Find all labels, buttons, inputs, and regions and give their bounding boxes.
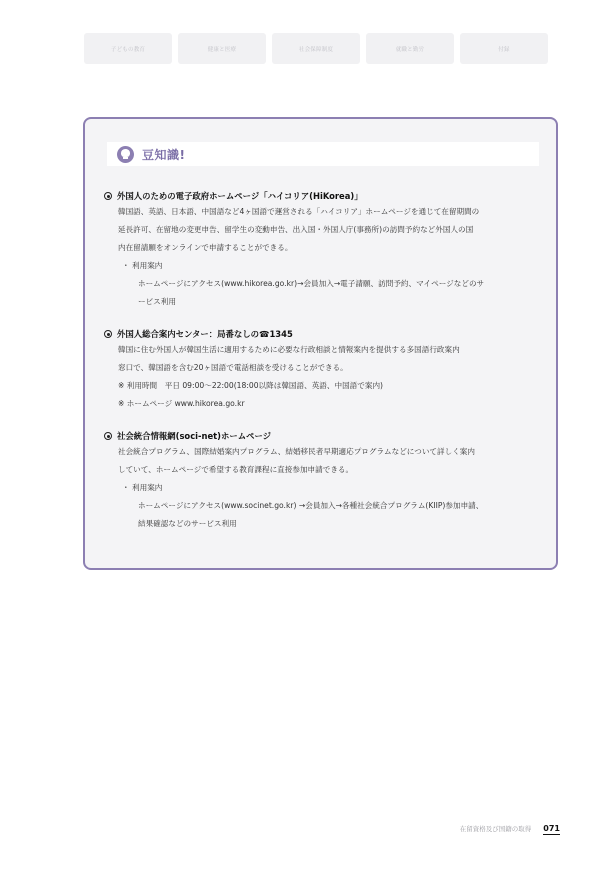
usage-guide-text: ホームページにアクセス(www.socinet.go.kr) →会員加入→各種社会統合プログラム(KIIP)参加申請、 結果確認などのサービス利用: [138, 501, 484, 528]
usage-guide-text: ホームページにアクセス(www.hikorea.go.kr)→会員加入→電子請願、訪問予約、マイページなどのサ ービス利用: [138, 279, 485, 306]
tab-education[interactable]: 子どもの教育: [84, 33, 172, 64]
section-heading: 外国人総合案内センター：局番なしの☎1345: [104, 327, 549, 341]
section-call-center: [104, 327, 549, 413]
note-homepage: ※ ホームページ www.hikorea.go.kr: [118, 399, 245, 408]
section-heading: 社会統合情報網(soci-net)ホームページ: [104, 429, 549, 443]
section-paragraph: 社会統合プログラム、国際結婚案内プログラム、結婚移民者早期適応プログラムなどについて詳しく案内 していて、ホームページで希望する教育課程に直接参加申請できる。: [118, 447, 475, 474]
section-paragraph: 韓国に住む外国人が韓国生活に適用するために必要な行政相談と情報案内を提供する多国語行政案内 窓口で、韓国語を含む20ヶ国語で電話相談を受けることができる。 ※ 利用時間 平日 09:00～22:00(18:00以降は韓国語、英語、中国語で案内) ※ ホームページ www.hikorea.go.kr: [118, 341, 549, 413]
section-hikorea: [104, 189, 549, 311]
section-paragraph: 韓国語、英語、日本語、中国語など4ヶ国語で運営される「ハイコリア」ホームページを通じて在留期間の 延長許可、在留地の変更申告、留学生の変動申告、出入国・外国人庁(事務所)の訪問予約など外国人の国 内在留請願をオンラインで申請することができる。: [118, 207, 480, 252]
tab-health[interactable]: 健康と医療: [178, 33, 266, 64]
usage-guide-bullet: ・ 利用案内: [122, 261, 163, 270]
page-number: 071: [543, 824, 560, 833]
target-bullet-icon: [104, 330, 112, 338]
target-bullet-icon: [104, 432, 112, 440]
tip-box: [83, 117, 558, 570]
target-bullet-icon: [104, 192, 112, 200]
tab-employment[interactable]: 就職と勤労: [366, 33, 454, 64]
lightbulb-icon: [117, 146, 134, 163]
tip-title-bar: [107, 142, 539, 166]
note-hours: ※ 利用時間 平日 09:00～22:00(18:00以降は韓国語、英語、中国語で案内): [118, 381, 384, 390]
tip-title: 豆知識!: [142, 147, 186, 162]
tab-social-security[interactable]: 社会保障制度: [272, 33, 360, 64]
section-heading: 外国人のための電子政府ホームページ「ハイコリア(HiKorea)」: [104, 189, 549, 203]
usage-guide-bullet: ・ 利用案内: [122, 483, 163, 492]
chapter-title: 在留資格及び国籍の取得: [459, 825, 532, 833]
chapter-tabs: [84, 33, 548, 64]
section-socinet: [104, 429, 549, 533]
tip-content: [104, 189, 549, 549]
page-footer: [460, 824, 560, 835]
tab-appendix[interactable]: 付録: [460, 33, 548, 64]
